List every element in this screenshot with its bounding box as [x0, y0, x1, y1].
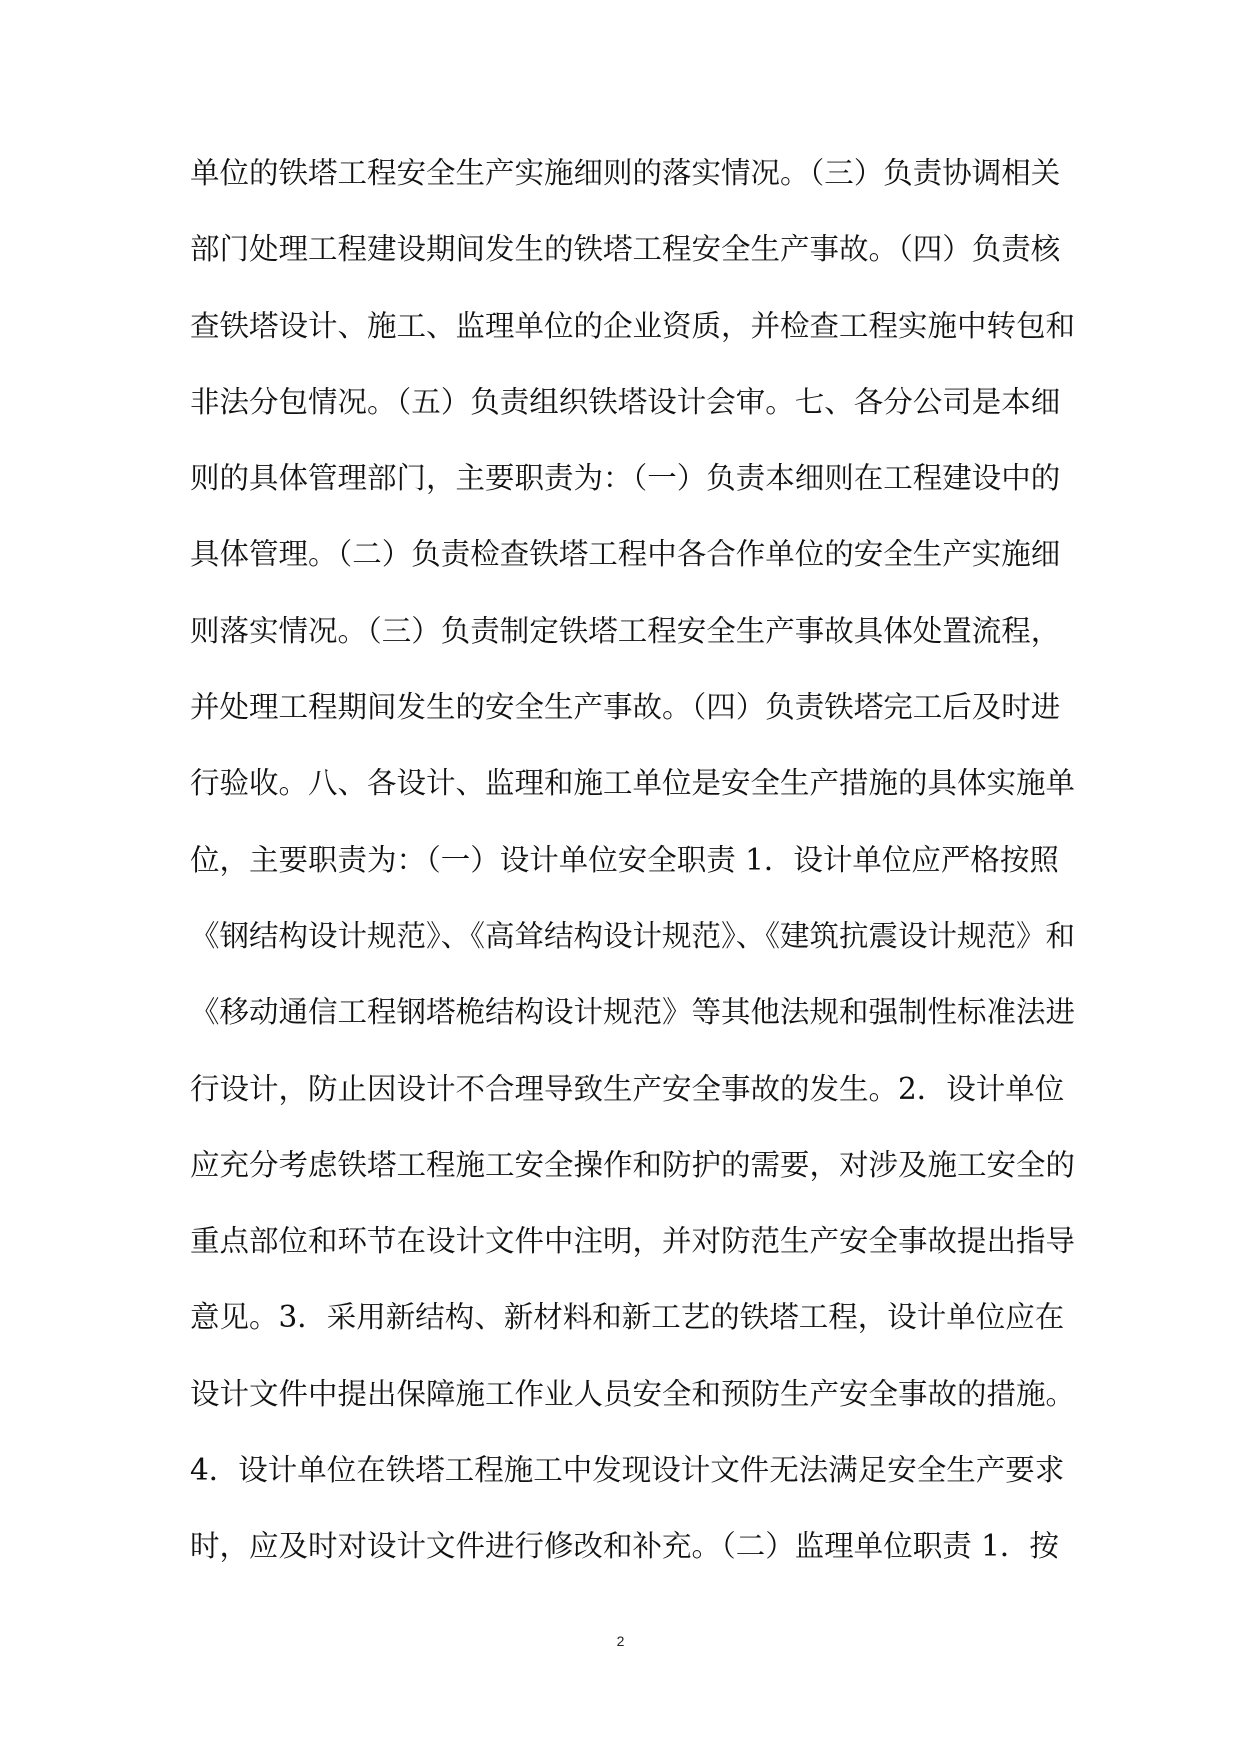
- body-text: [190, 145, 1076, 1595]
- text-line: 应充分考虑铁塔工程施工安全操作和防护的需要，对涉及施工安全的: [190, 1147, 1076, 1182]
- text-line: 并处理工程期间发生的安全生产事故。（四）负责铁塔完工后及时进: [190, 690, 1061, 725]
- text-line: 重点部位和环节在设计文件中注明，并对防范生产安全事故提出指导: [190, 1224, 1076, 1259]
- text-line: 单位的铁塔工程安全生产实施细则的落实情况。（三）负责协调相关: [190, 156, 1061, 190]
- text-line: 则的具体管理部门，主要职责为：（一）负责本细则在工程建设中的: [190, 461, 1061, 496]
- text-line: 时，应及时对设计文件进行修改和补充。（二）监理单位职责 1．按: [190, 1529, 1059, 1564]
- text-line: 《移动通信工程钢塔桅结构设计规范》等其他法规和强制性标准法进: [190, 995, 1076, 1030]
- text-line: 行验收。八、各设计、监理和施工单位是安全生产措施的具体实施单: [190, 766, 1076, 801]
- page-number: 2: [616, 1633, 625, 1649]
- text-line: 部门处理工程建设期间发生的铁塔工程安全生产事故。（四）负责核: [190, 232, 1061, 267]
- text-line: 具体管理。（二）负责检查铁塔工程中各合作单位的安全生产实施细: [190, 537, 1061, 572]
- text-line: 非法分包情况。（五）负责组织铁塔设计会审。七、各分公司是本细: [190, 384, 1061, 419]
- text-line: 则落实情况。（三）负责制定铁塔工程安全生产事故具体处置流程，: [190, 613, 1061, 648]
- text-line: 查铁塔设计、施工、监理单位的企业资质，并检查工程实施中转包和: [190, 308, 1076, 343]
- text-line: 设计文件中提出保障施工作业人员安全和预防生产安全事故的措施。: [190, 1376, 1076, 1411]
- text-line: 《钢结构设计规范》、《高耸结构设计规范》、《建筑抗震设计规范》和: [190, 918, 1076, 953]
- text-line: 4．设计单位在铁塔工程施工中发现设计文件无法满足安全生产要求: [190, 1453, 1065, 1488]
- text-line: 行设计，防止因设计不合理导致生产安全事故的发生。2．设计单位: [190, 1071, 1065, 1106]
- text-line: 位，主要职责为：（一）设计单位安全职责 1．设计单位应严格按照: [190, 842, 1059, 877]
- text-line: 意见。3．采用新结构、新材料和新工艺的铁塔工程，设计单位应在: [190, 1300, 1065, 1335]
